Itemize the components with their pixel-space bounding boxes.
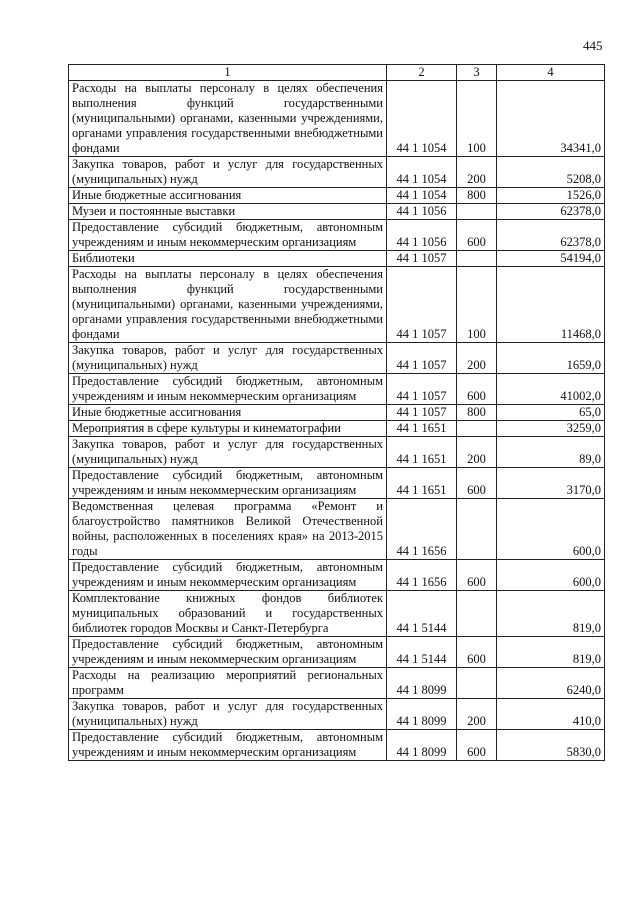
table-row <box>69 437 605 468</box>
column-header-sum: 4 <box>497 65 605 81</box>
row-code-cell: 44 1 1056 <box>387 204 457 220</box>
row-code-cell: 44 1 1054 <box>387 157 457 188</box>
row-sum-cell: 819,0 <box>497 591 605 637</box>
row-code-cell: 44 1 1651 <box>387 468 457 499</box>
row-code-cell: 44 1 1057 <box>387 267 457 343</box>
table-row <box>69 591 605 637</box>
table-row <box>69 499 605 560</box>
row-name-cell: Закупка товаров, работ и услуг для государственных (муниципальных) нужд <box>69 157 387 188</box>
row-sum-cell: 6240,0 <box>497 668 605 699</box>
row-name-cell: Предоставление субсидий бюджетным, автономным учреждениям и иным некоммерческим организациям <box>69 560 387 591</box>
row-name-cell: Предоставление субсидий бюджетным, автономным учреждениям и иным некоммерческим организациям <box>69 730 387 761</box>
table-row <box>69 343 605 374</box>
row-type-cell <box>457 204 497 220</box>
row-type-cell: 200 <box>457 343 497 374</box>
row-type-cell: 600 <box>457 560 497 591</box>
row-sum-cell: 11468,0 <box>497 267 605 343</box>
row-code-cell: 44 1 5144 <box>387 591 457 637</box>
table-row <box>69 468 605 499</box>
row-type-cell: 800 <box>457 188 497 204</box>
row-sum-cell: 1659,0 <box>497 343 605 374</box>
row-name-cell: Предоставление субсидий бюджетным, автономным учреждениям и иным некоммерческим организациям <box>69 637 387 668</box>
table-row <box>69 405 605 421</box>
row-code-cell: 44 1 1056 <box>387 220 457 251</box>
row-sum-cell: 5830,0 <box>497 730 605 761</box>
table-row <box>69 251 605 267</box>
row-type-cell: 600 <box>457 637 497 668</box>
row-name-cell: Предоставление субсидий бюджетным, автономным учреждениям и иным некоммерческим организациям <box>69 374 387 405</box>
row-name-cell: Иные бюджетные ассигнования <box>69 405 387 421</box>
table-row <box>69 699 605 730</box>
row-name-cell: Закупка товаров, работ и услуг для государственных (муниципальных) нужд <box>69 343 387 374</box>
row-code-cell: 44 1 1057 <box>387 251 457 267</box>
row-name-cell: Закупка товаров, работ и услуг для государственных (муниципальных) нужд <box>69 437 387 468</box>
table-row <box>69 421 605 437</box>
row-type-cell: 100 <box>457 267 497 343</box>
row-name-cell: Предоставление субсидий бюджетным, автономным учреждениям и иным некоммерческим организациям <box>69 468 387 499</box>
table-row <box>69 220 605 251</box>
row-name-cell: Библиотеки <box>69 251 387 267</box>
row-code-cell: 44 1 1057 <box>387 374 457 405</box>
row-type-cell: 600 <box>457 374 497 405</box>
row-code-cell: 44 1 5144 <box>387 637 457 668</box>
row-code-cell: 44 1 1656 <box>387 499 457 560</box>
column-header-name: 1 <box>69 65 387 81</box>
row-sum-cell: 1526,0 <box>497 188 605 204</box>
row-name-cell: Расходы на выплаты персоналу в целях обеспечения выполнения функций государственными (муниципальными) органами, казенными учреждениями, органами управления государственными внебюджетными фондами <box>69 81 387 157</box>
row-type-cell: 200 <box>457 157 497 188</box>
table-row <box>69 637 605 668</box>
row-name-cell: Предоставление субсидий бюджетным, автономным учреждениям и иным некоммерческим организациям <box>69 220 387 251</box>
table-row <box>69 157 605 188</box>
budget-table <box>68 64 605 761</box>
row-name-cell: Мероприятия в сфере культуры и кинематографии <box>69 421 387 437</box>
table-body <box>69 81 605 761</box>
row-type-cell: 600 <box>457 730 497 761</box>
row-name-cell: Закупка товаров, работ и услуг для государственных (муниципальных) нужд <box>69 699 387 730</box>
row-type-cell <box>457 421 497 437</box>
row-name-cell: Музеи и постоянные выставки <box>69 204 387 220</box>
page-number: 445 <box>583 38 603 53</box>
row-type-cell: 600 <box>457 220 497 251</box>
row-type-cell: 200 <box>457 437 497 468</box>
row-code-cell: 44 1 8099 <box>387 699 457 730</box>
table-header-row <box>69 65 605 81</box>
row-sum-cell: 89,0 <box>497 437 605 468</box>
row-sum-cell: 3170,0 <box>497 468 605 499</box>
row-name-cell: Расходы на выплаты персоналу в целях обеспечения выполнения функций государственными (муниципальными) органами, казенными учреждениями, органами управления государственными внебюджетными фондами <box>69 267 387 343</box>
row-sum-cell: 65,0 <box>497 405 605 421</box>
row-sum-cell: 600,0 <box>497 560 605 591</box>
row-type-cell: 800 <box>457 405 497 421</box>
row-sum-cell: 410,0 <box>497 699 605 730</box>
row-sum-cell: 62378,0 <box>497 204 605 220</box>
row-sum-cell: 819,0 <box>497 637 605 668</box>
table-row <box>69 668 605 699</box>
row-sum-cell: 34341,0 <box>497 81 605 157</box>
row-name-cell: Иные бюджетные ассигнования <box>69 188 387 204</box>
row-sum-cell: 600,0 <box>497 499 605 560</box>
row-sum-cell: 3259,0 <box>497 421 605 437</box>
table-row <box>69 560 605 591</box>
table-row <box>69 374 605 405</box>
row-type-cell <box>457 251 497 267</box>
row-sum-cell: 62378,0 <box>497 220 605 251</box>
row-code-cell: 44 1 8099 <box>387 668 457 699</box>
column-header-type: 3 <box>457 65 497 81</box>
row-name-cell: Расходы на реализацию мероприятий региональных программ <box>69 668 387 699</box>
table-row <box>69 188 605 204</box>
row-type-cell <box>457 668 497 699</box>
row-name-cell: Комплектование книжных фондов библиотек муниципальных образований и государственных библиотек городов Москвы и Санкт-Петербурга <box>69 591 387 637</box>
row-code-cell: 44 1 1651 <box>387 437 457 468</box>
row-code-cell: 44 1 1057 <box>387 343 457 374</box>
row-code-cell: 44 1 1656 <box>387 560 457 591</box>
row-code-cell: 44 1 8099 <box>387 730 457 761</box>
row-code-cell: 44 1 1054 <box>387 81 457 157</box>
row-type-cell <box>457 499 497 560</box>
row-sum-cell: 41002,0 <box>497 374 605 405</box>
table-row <box>69 204 605 220</box>
row-type-cell: 100 <box>457 81 497 157</box>
row-type-cell <box>457 591 497 637</box>
table-row <box>69 730 605 761</box>
row-code-cell: 44 1 1054 <box>387 188 457 204</box>
column-header-code: 2 <box>387 65 457 81</box>
table-row <box>69 267 605 343</box>
row-type-cell: 600 <box>457 468 497 499</box>
row-sum-cell: 54194,0 <box>497 251 605 267</box>
row-code-cell: 44 1 1057 <box>387 405 457 421</box>
table-row <box>69 81 605 157</box>
row-code-cell: 44 1 1651 <box>387 421 457 437</box>
row-sum-cell: 5208,0 <box>497 157 605 188</box>
row-type-cell: 200 <box>457 699 497 730</box>
row-name-cell: Ведомственная целевая программа «Ремонт и благоустройство памятников Великой Отечественной войны, расположенных в поселениях края» на 2013-2015 годы <box>69 499 387 560</box>
